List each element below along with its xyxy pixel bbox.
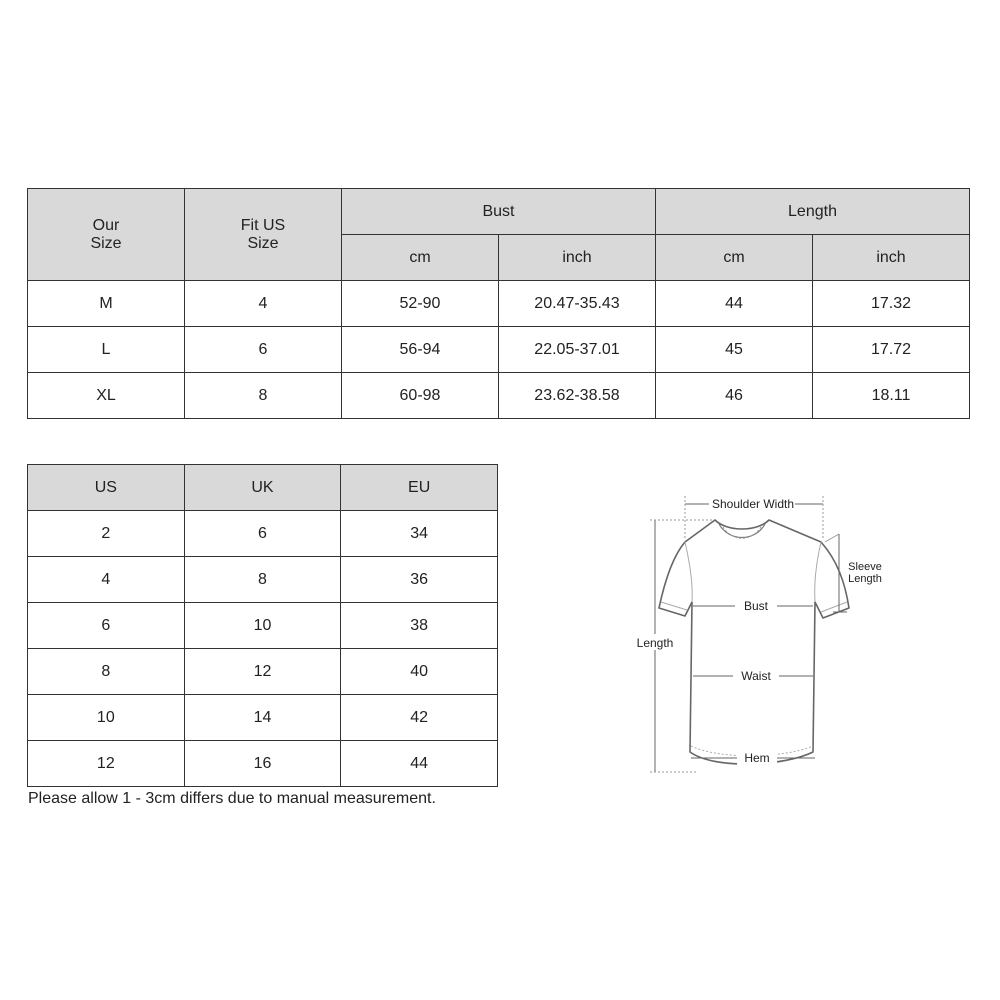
tshirt-measurement-diagram [625, 490, 882, 780]
cell-us: 12 [28, 741, 185, 787]
header-uk: UK [184, 465, 341, 511]
cell-us: 8 [28, 649, 185, 695]
cell-length-cm: 44 [656, 281, 813, 327]
label-length: Length [636, 636, 674, 650]
cell-length-cm: 46 [656, 373, 813, 419]
measurement-note: Please allow 1 - 3cm differs due to manual measurement. [28, 790, 436, 807]
header-us: US [28, 465, 185, 511]
cell-bust-inch: 20.47-35.43 [499, 281, 656, 327]
cell-length-inch: 18.11 [813, 373, 970, 419]
header-fit-us-size [185, 189, 342, 281]
cell-eu: 40 [341, 649, 498, 695]
label-sleeve-length-line2: Length [848, 573, 882, 585]
table-row [28, 373, 970, 419]
size-chart-table [27, 188, 970, 419]
cell-length-inch: 17.72 [813, 327, 970, 373]
cell-our-size: XL [28, 373, 185, 419]
header-length-cm: cm [656, 235, 813, 281]
cell-bust-cm: 56-94 [342, 327, 499, 373]
cell-bust-inch: 22.05-37.01 [499, 327, 656, 373]
cell-length-cm: 45 [656, 327, 813, 373]
header-length: Length [656, 189, 970, 235]
table-row [28, 327, 970, 373]
table-row [28, 281, 970, 327]
table-row [28, 695, 498, 741]
table-row [28, 511, 498, 557]
table-row [28, 649, 498, 695]
cell-uk: 16 [184, 741, 341, 787]
cell-fit-us: 6 [185, 327, 342, 373]
label-hem: Hem [744, 751, 770, 765]
cell-fit-us: 8 [185, 373, 342, 419]
header-fit-us-size-label: Fit US Size [240, 216, 286, 252]
header-bust-cm: cm [342, 235, 499, 281]
cell-bust-cm: 60-98 [342, 373, 499, 419]
cell-our-size: L [28, 327, 185, 373]
label-waist: Waist [741, 669, 771, 683]
table-row [28, 557, 498, 603]
cell-our-size: M [28, 281, 185, 327]
cell-bust-cm: 52-90 [342, 281, 499, 327]
header-eu: EU [341, 465, 498, 511]
header-length-inch: inch [813, 235, 970, 281]
cell-uk: 10 [184, 603, 341, 649]
cell-eu: 42 [341, 695, 498, 741]
table-row [28, 741, 498, 787]
cell-fit-us: 4 [185, 281, 342, 327]
header-our-size-label: Our Size [90, 216, 122, 252]
label-shoulder-width: Shoulder Width [711, 497, 795, 511]
size-conversion-table [27, 464, 498, 787]
cell-eu: 36 [341, 557, 498, 603]
cell-bust-inch: 23.62-38.58 [499, 373, 656, 419]
cell-uk: 12 [184, 649, 341, 695]
cell-us: 4 [28, 557, 185, 603]
tshirt-outline-icon [659, 520, 849, 764]
header-our-size [28, 189, 185, 281]
table-row [28, 603, 498, 649]
header-bust-inch: inch [499, 235, 656, 281]
cell-uk: 14 [184, 695, 341, 741]
label-sleeve-length-line1: Sleeve [848, 561, 882, 573]
cell-us: 2 [28, 511, 185, 557]
label-bust: Bust [743, 599, 769, 613]
cell-uk: 8 [184, 557, 341, 603]
cell-uk: 6 [184, 511, 341, 557]
cell-eu: 34 [341, 511, 498, 557]
cell-eu: 38 [341, 603, 498, 649]
cell-us: 10 [28, 695, 185, 741]
cell-eu: 44 [341, 741, 498, 787]
cell-length-inch: 17.32 [813, 281, 970, 327]
header-bust: Bust [342, 189, 656, 235]
cell-us: 6 [28, 603, 185, 649]
